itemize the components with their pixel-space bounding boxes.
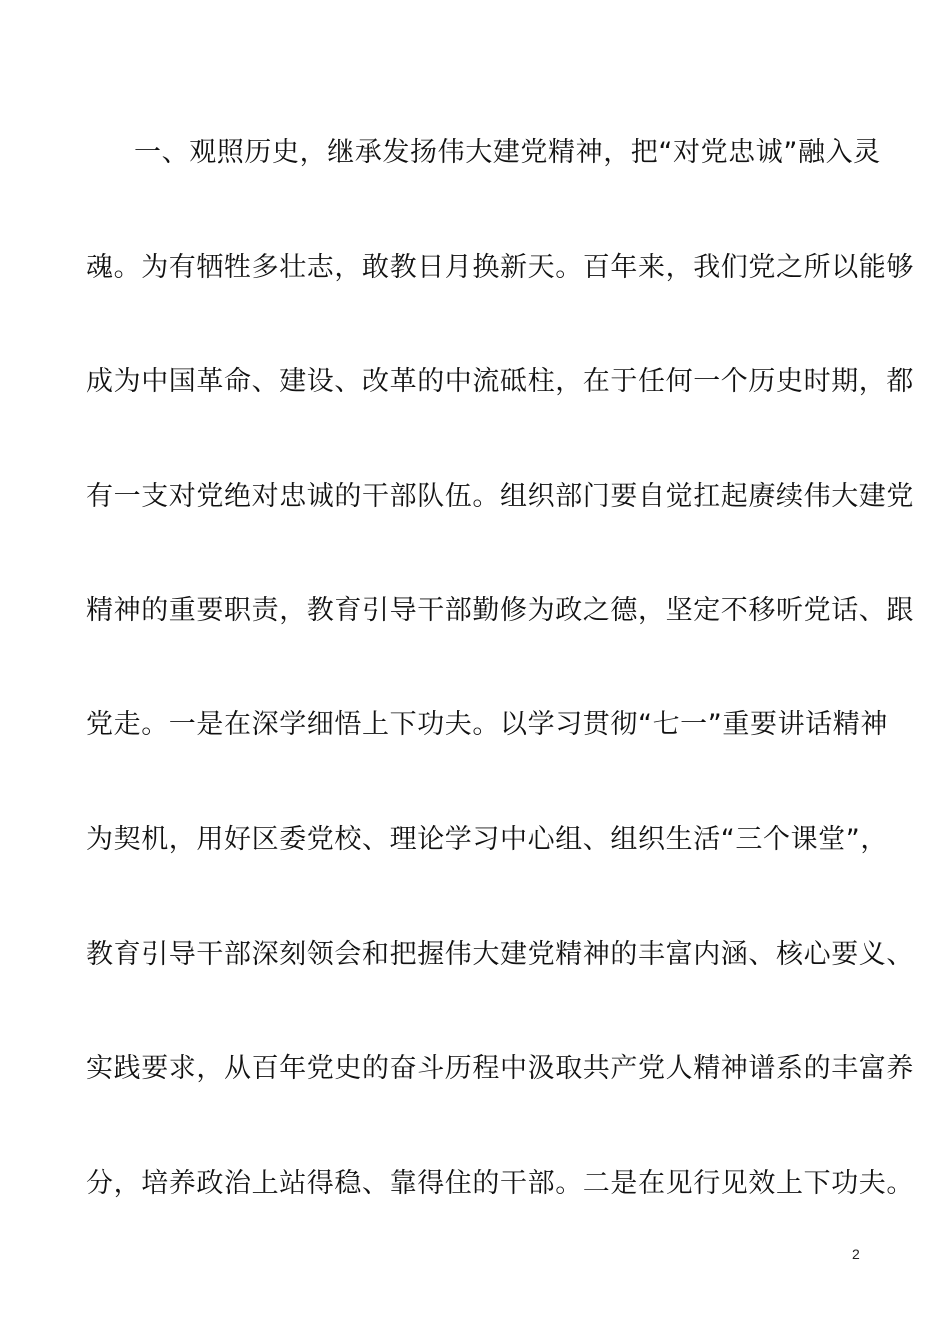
text-line-9: 实践要求，从百年党史的奋斗历程中汲取共产党人精神谱系的丰富养 bbox=[86, 1053, 914, 1084]
text-line-7: 为契机，用好区委党校、理论学习中心组、组织生活“三个课堂”， bbox=[86, 824, 888, 855]
text-line-2: 魂。为有牺牲多壮志，敢教日月换新天。百年来，我们党之所以能够 bbox=[86, 252, 914, 283]
text-line-10: 分，培养政治上站得稳、靠得住的干部。二是在见行见效上下功夫。 bbox=[86, 1168, 914, 1199]
text-line-3: 成为中国革命、建设、改革的中流砥柱，在于任何一个历史时期，都 bbox=[86, 366, 914, 397]
text-line-5: 精神的重要职责，教育引导干部勤修为政之德，坚定不移听党话、跟 bbox=[86, 595, 914, 626]
text-line-6: 党走。一是在深学细悟上下功夫。以学习贯彻“七一”重要讲话精神 bbox=[86, 709, 888, 740]
text-line-1: 一、观照历史，继承发扬伟大建党精神，把“对党忠诚”融入灵 bbox=[134, 137, 881, 168]
page-number: 2 bbox=[852, 1246, 860, 1262]
text-line-8: 教育引导干部深刻领会和把握伟大建党精神的丰富内涵、核心要义、 bbox=[86, 939, 914, 970]
text-line-4: 有一支对党绝对忠诚的干部队伍。组织部门要自觉扛起赓续伟大建党 bbox=[86, 481, 914, 512]
